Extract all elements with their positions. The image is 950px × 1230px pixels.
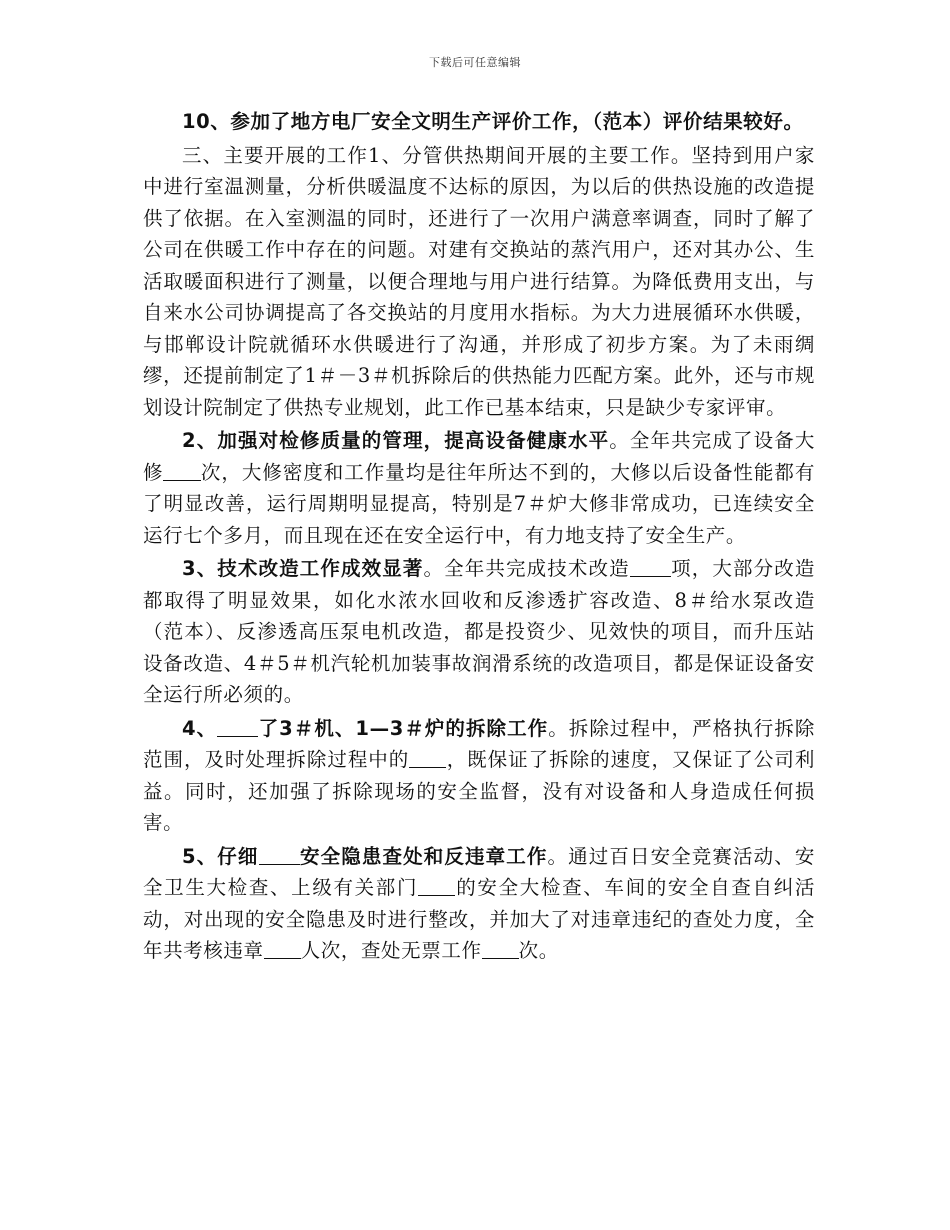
paragraph-lead: 2、加强对检修质量的管理，提高设备健康水平 — [182, 429, 610, 452]
paragraph-item-3 — [143, 553, 815, 711]
paragraph-text: ，既保证了拆除的速度，又保证了公司利益。同时，还加强了拆除现场的安全监督，没有对设备和人身造成任何损害。 — [143, 748, 815, 834]
download-note: 下载后可任意编辑 — [429, 56, 521, 69]
paragraph-item-2 — [143, 425, 815, 551]
paragraph-text: 。通过百日安全竞赛活动、安全卫生大检查、上级有关部门 — [143, 844, 816, 899]
paragraph-lead: 4、 — [182, 716, 218, 740]
paragraph-text: 人次，查处无票工作 — [300, 939, 482, 962]
paragraph-text: 。全年共完成了设备大修 — [143, 429, 815, 484]
paragraph-lead: 10、参加了地方电厂安全文明生产评价工作，（范本）评价结果较好。 — [182, 110, 804, 133]
paragraph-text: 项，大部分改造都取得了明显效果，如化水浓水回收和反渗透扩容改造、8＃给水泵改造（范本）、反渗透高压泵电机改造，都是投资少、见效快的项目，而升压站设备改造、4＃5＃机汽轮机加装事故润滑系统的改造项目，都是保证设备安全运行所必须的。 — [143, 557, 815, 706]
fill-in-blank — [259, 844, 300, 865]
fill-in-blank — [264, 939, 301, 960]
fill-in-blank — [630, 557, 671, 578]
paragraph-item-5 — [143, 841, 815, 967]
paragraph-text: 。拆除过程中，严格执行拆除范围，及时处理拆除过程中的 — [143, 716, 815, 771]
document-body — [143, 106, 815, 969]
paragraph-lead: 5、仔细 — [182, 844, 259, 868]
paragraph-text: 的安全大检查、车间的安全自查自纠活动，对出现的安全隐患及时进行整改，并加大了对违章违纪的查处力度，全年共考核违章 — [143, 876, 815, 962]
fill-in-blank — [163, 460, 200, 481]
paragraph-text: 次，大修密度和工作量均是往年所达不到的，大修以后设备性能都有了明显改善，运行周期明显提高，特别是7＃炉大修非常成功，已连续安全运行七个多月，而且现在还在安全运行中，有力地支持了安全生产。 — [143, 460, 815, 547]
paragraph-lead: 3、技术改造工作成效显著 — [182, 557, 424, 580]
paragraph-text: 三、主要开展的工作1、分管供热期间开展的主要工作。坚持到用户家中进行室温测量，分析供暖温度不达标的原因，为以后的供热设施的改造提供了依据。在入室测温的同时，还进行了一次用户满意率调查，同时了解了公司在供暖工作中存在的问题。对建有交换站的蒸汽用户，还对其办公、生活取暖面积进行了测量，以便合理地与用户进行结算。为降低费用支出，与自来水公司协调提高了各交换站的月度用水指标。为大力进展循环水供暖，与邯郸设计院就循环水供暖进行了沟通，并形成了初步方案。为了未雨绸缪，还提前制定了1＃－3＃机拆除后的供热能力匹配方案。此外，还与市规划设计院制定了供热专业规划，此工作已基本结束，只是缺少专家评审。 — [143, 143, 815, 419]
paragraph-item-10 — [143, 106, 815, 138]
paragraph-text: 。全年共完成技术改造 — [423, 557, 630, 580]
paragraph-item-4 — [143, 713, 815, 839]
fill-in-blank — [217, 716, 258, 737]
fill-in-blank — [418, 876, 455, 897]
paragraph-text: 次。 — [518, 939, 559, 962]
paragraph-main-work — [143, 140, 815, 424]
fill-in-blank — [482, 939, 519, 960]
paragraph-lead: 安全隐患查处和反违章工作 — [299, 844, 548, 868]
fill-in-blank — [409, 748, 446, 769]
paragraph-lead: 了3＃机、1—3＃炉的拆除工作 — [258, 716, 549, 740]
